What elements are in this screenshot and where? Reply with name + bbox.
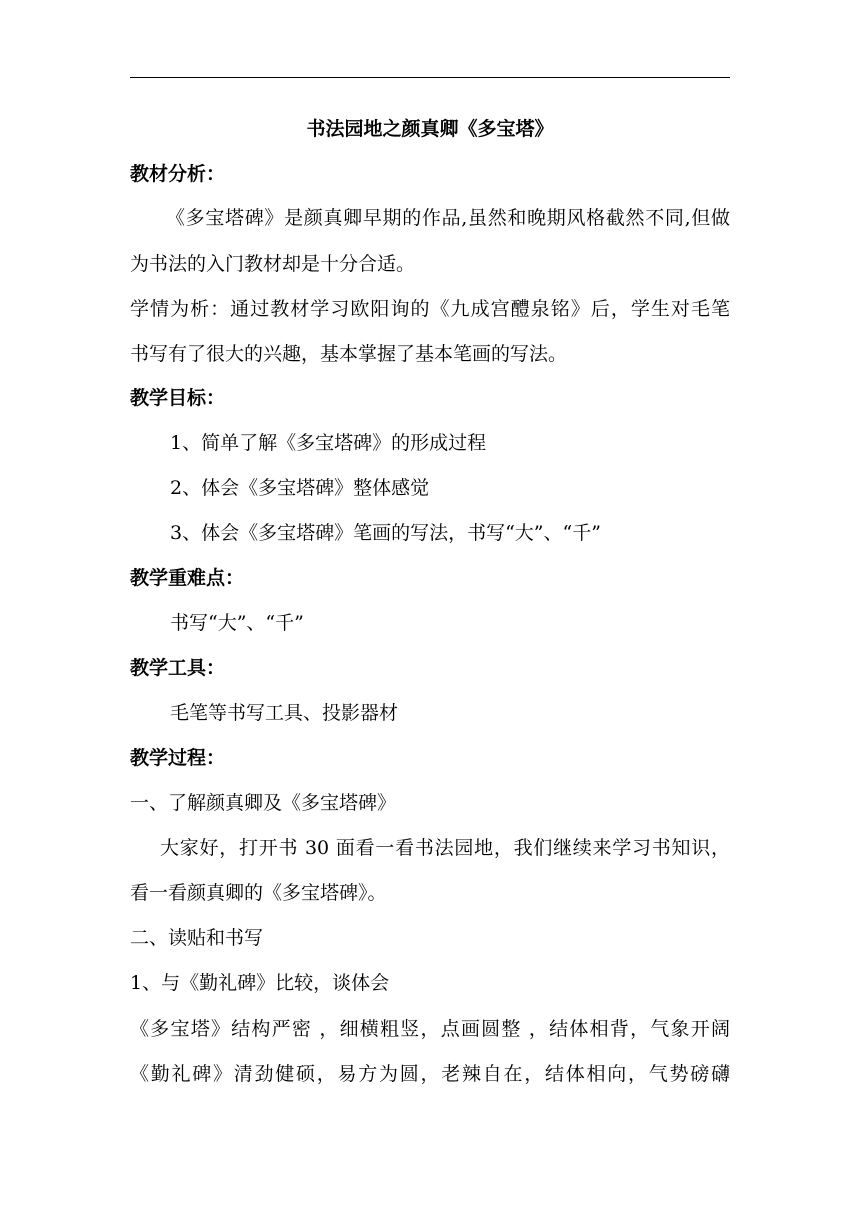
key-points-text: 书写“大”、“千” [170,612,304,634]
goal-item-2: 2、体会《多宝塔碑》整体感觉 [170,477,430,499]
goal-item-1: 1、简单了解《多宝塔碑》的形成过程 [170,432,487,454]
learner-paragraph-line1: 学情为析：通过教材学习欧阳询的《九成宫醴泉铭》后，学生对毛笔 [130,298,730,320]
tools-text: 毛笔等书写工具、投影器材 [170,702,399,724]
analysis-paragraph-line2: 为书法的入门教材却是十分合适。 [130,253,416,275]
heading-key-points: 教学重难点： [130,567,245,589]
heading-goals: 教学目标： [130,387,226,409]
document-title: 书法园地之颜真卿《多宝塔》 [306,118,554,140]
process-step-1-line2: 看一看颜真卿的《多宝塔碑》。 [130,882,387,904]
process-step-2-item-1: 1、与《勤礼碑》比较，谈体会 [130,972,390,994]
heading-tools: 教学工具： [130,657,226,679]
process-step-1-title: 一、了解颜真卿及《多宝塔碑》 [130,792,397,814]
heading-analysis: 教材分析： [130,163,226,185]
heading-process: 教学过程： [130,747,226,769]
comparison-line-1: 《多宝塔》结构严密 ，细横粗竖，点画圆整 ，结体相背，气象开阔 [130,1018,730,1040]
comparison-line-2: 《勤礼碑》清劲健硕，易方为圆，老辣自在，结体相向，气势磅礴 [130,1063,730,1085]
process-step-1-line1: 大家好，打开书 30 面看一看书法园地，我们继续来学习书知识， [160,837,730,859]
process-step-2-title: 二、读贴和书写 [130,927,264,949]
header-rule [130,77,730,78]
goal-item-3: 3、体会《多宝塔碑》笔画的写法，书写“大”、“千” [170,522,601,544]
learner-paragraph-line2: 书写有了很大的兴趣，基本掌握了基本笔画的写法。 [130,343,568,365]
analysis-paragraph-line1: 《多宝塔碑》是颜真卿早期的作品,虽然和晚期风格截然不同,但做 [166,207,730,229]
